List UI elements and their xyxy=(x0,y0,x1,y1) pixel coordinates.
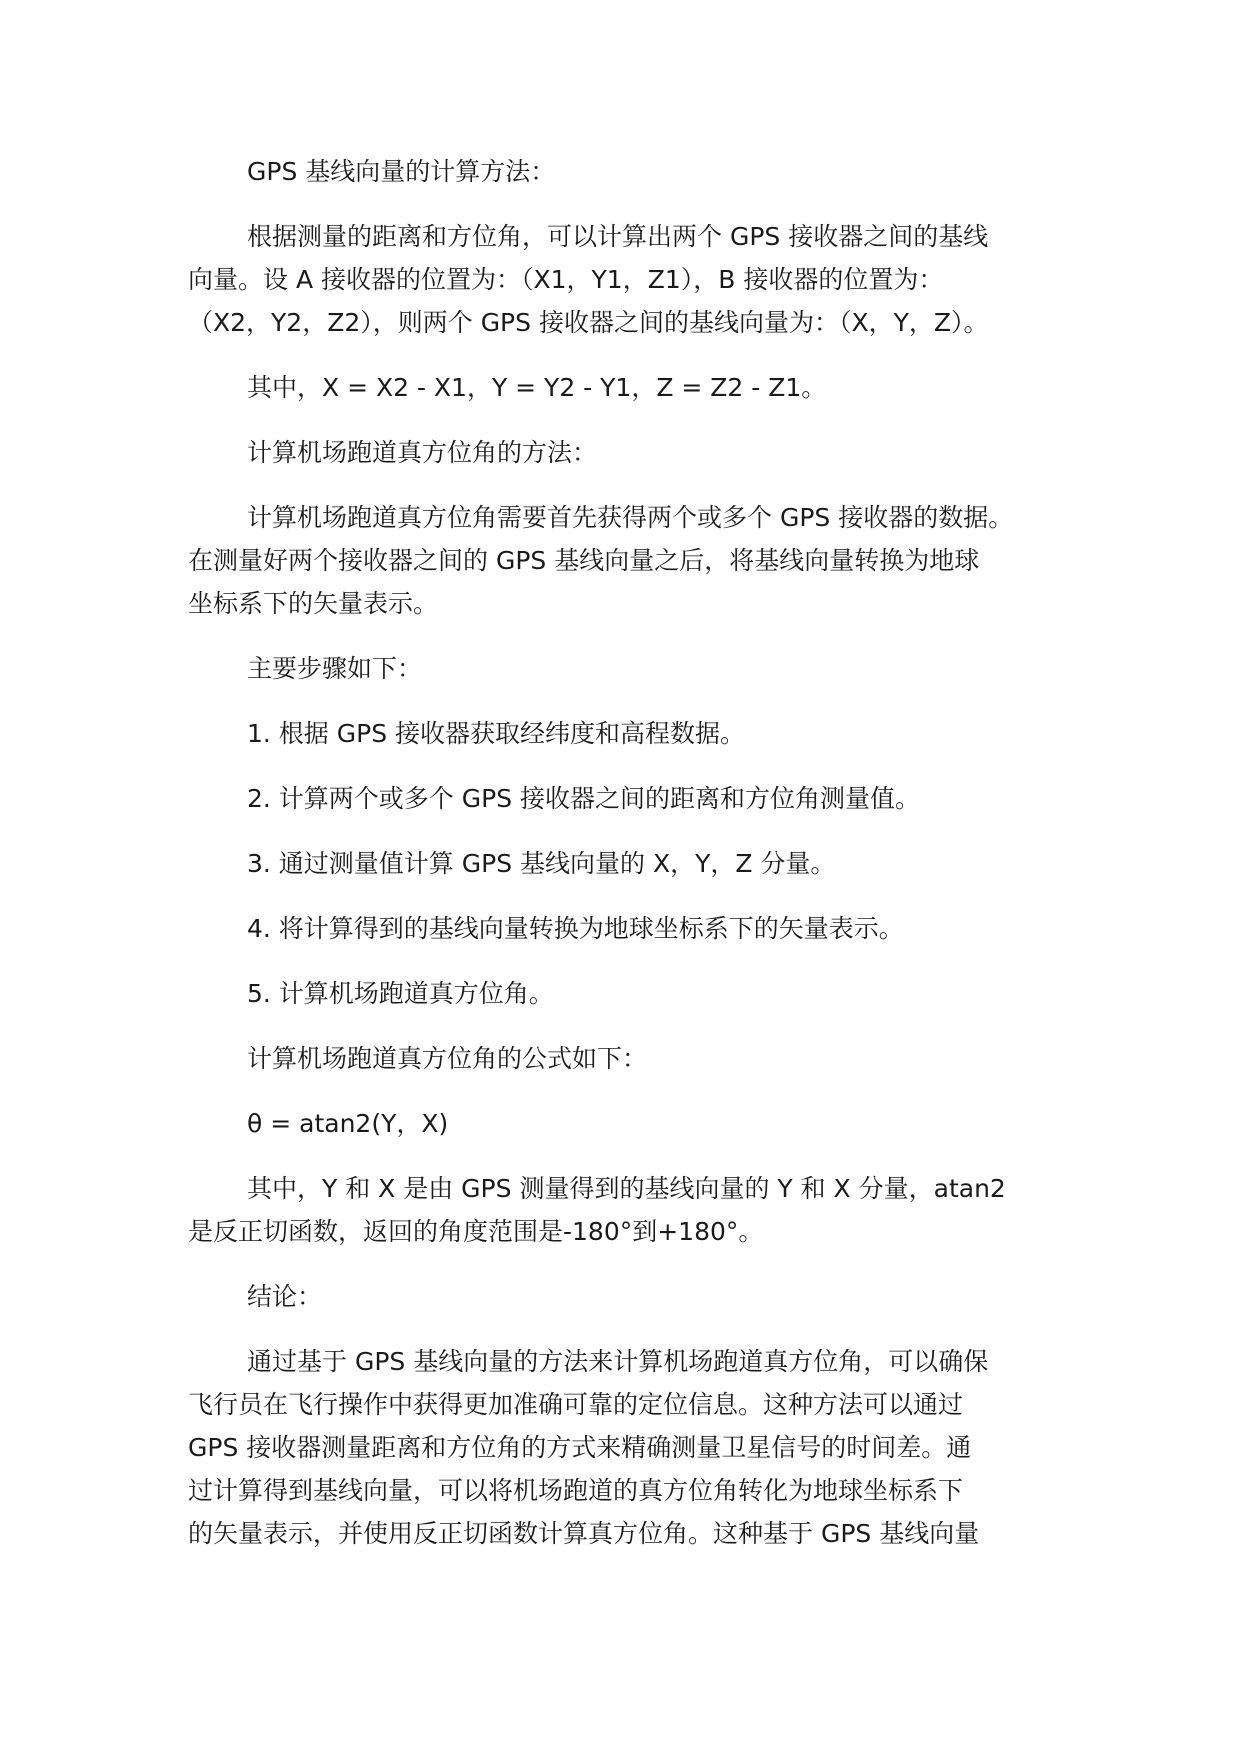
text-line: 根据测量的距离和方位角，可以计算出两个 GPS 接收器之间的基线 xyxy=(247,222,989,251)
text-line: 是反正切函数，返回的角度范围是-180°到+180°。 xyxy=(188,1217,764,1246)
text-line: GPS 接收器测量距离和方位角的方式来精确测量卫星信号的时间差。通 xyxy=(188,1433,972,1462)
text-line: 坐标系下的矢量表示。 xyxy=(188,589,439,618)
text-line: 主要步骤如下： xyxy=(247,654,423,683)
text-line: 结论： xyxy=(247,1282,323,1311)
document-body xyxy=(188,150,1068,1555)
text-line: 2. 计算两个或多个 GPS 接收器之间的距离和方位角测量值。 xyxy=(247,784,921,813)
text-line: 在测量好两个接收器之间的 GPS 基线向量之后，将基线向量转换为地球 xyxy=(188,546,980,575)
paragraph-baseline-vector-definition xyxy=(188,215,1068,344)
text-line: 过计算得到基线向量，可以将机场跑道的真方位角转化为地球坐标系下 xyxy=(188,1476,964,1505)
text-line: 其中，Y 和 X 是由 GPS 测量得到的基线向量的 Y 和 X 分量，atan2 xyxy=(247,1174,1006,1203)
text-line: 其中，X = X2 - X1，Y = Y2 - Y1，Z = Z2 - Z1。 xyxy=(247,373,827,402)
paragraph-conclusion xyxy=(188,1340,1068,1555)
text-line: 1. 根据 GPS 接收器获取经纬度和高程数据。 xyxy=(247,719,746,748)
list-item-step-1 xyxy=(188,712,1068,755)
paragraph-formula-explanation xyxy=(188,1167,1068,1253)
text-line: 5. 计算机场跑道真方位角。 xyxy=(247,979,554,1008)
section-heading-runway-azimuth-method xyxy=(188,431,1068,474)
text-line: 计算机场跑道真方位角的方法： xyxy=(247,438,598,467)
section-heading-main-steps xyxy=(188,647,1068,690)
text-line: θ = atan2(Y，X) xyxy=(247,1109,449,1138)
text-line: 通过基于 GPS 基线向量的方法来计算机场跑道真方位角，可以确保 xyxy=(247,1347,989,1376)
text-line: GPS 基线向量的计算方法： xyxy=(247,157,556,186)
paragraph-runway-azimuth-intro xyxy=(188,496,1068,625)
section-heading-gps-baseline-method xyxy=(188,150,1068,193)
text-line: 计算机场跑道真方位角需要首先获得两个或多个 GPS 接收器的数据。 xyxy=(247,503,1014,532)
text-line: 4. 将计算得到的基线向量转换为地球坐标系下的矢量表示。 xyxy=(247,914,904,943)
formula-atan2 xyxy=(188,1102,1068,1145)
text-line: 3. 通过测量值计算 GPS 基线向量的 X，Y，Z 分量。 xyxy=(247,849,836,878)
text-line: 向量。设 A 接收器的位置为：（X1，Y1，Z1），B 接收器的位置为： xyxy=(188,265,944,294)
paragraph-vector-components xyxy=(188,366,1068,409)
text-line: 的矢量表示，并使用反正切函数计算真方位角。这种基于 GPS 基线向量 xyxy=(188,1519,980,1548)
text-line: （X2，Y2，Z2），则两个 GPS 接收器之间的基线向量为：（X，Y，Z）。 xyxy=(188,308,989,337)
section-heading-conclusion xyxy=(188,1275,1068,1318)
list-item-step-2 xyxy=(188,777,1068,820)
list-item-step-3 xyxy=(188,842,1068,885)
list-item-step-4 xyxy=(188,907,1068,950)
text-line: 计算机场跑道真方位角的公式如下： xyxy=(247,1044,648,1073)
list-item-step-5 xyxy=(188,972,1068,1015)
text-line: 飞行员在飞行操作中获得更加准确可靠的定位信息。这种方法可以通过 xyxy=(188,1390,964,1419)
section-heading-formula xyxy=(188,1037,1068,1080)
